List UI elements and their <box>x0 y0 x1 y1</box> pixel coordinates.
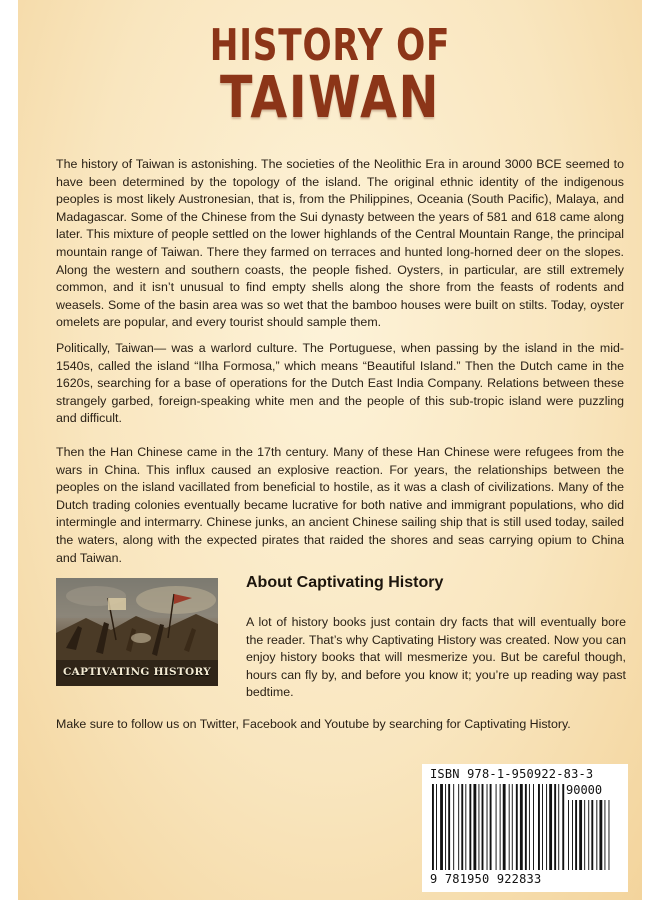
title-history-of: HISTORY OF <box>209 20 451 71</box>
follow-us-text: Make sure to follow us on Twitter, Facebook and Youtube by searching for Captivating History. <box>56 717 571 731</box>
isbn-number: ISBN 978-1-950922-83-3 <box>430 767 594 781</box>
logo-label: CAPTIVATING HISTORY <box>63 666 211 678</box>
captivating-history-logo <box>56 578 218 686</box>
isbn-barcode <box>422 764 628 892</box>
about-heading: About Captivating History <box>246 574 444 591</box>
paragraph-politics: Politically, Taiwan— was a warlord culture. The Portuguese, when passing by the island in the mid-1540s, called the island “Ilha Formosa,” which means “Beautiful Island.” Then the Dutch came in the 1620s, searching for a base of operations for the Dutch East India Company. Relations between these strangely garbed, foreign-speaking white men and the people of this sub-tropic island were puzzling and difficult. <box>56 341 624 426</box>
title-taiwan: TAIWAN <box>219 63 441 131</box>
book-back-cover <box>18 0 642 900</box>
about-paragraph: A lot of history books just contain dry facts that will eventually bore the reader. That’s why Captivating History was created. Now you can enjoy history books that will mesmerize you. But be careful though, hours can fly by, and before you know it; you’re up reading way past bedtime. <box>246 615 626 700</box>
price-code: 90000 <box>566 783 603 797</box>
paragraph-neolithic: The history of Taiwan is astonishing. The societies of the Neolithic Era in around 3000 BCE seemed to have been determined by the topology of the island. The original ethnic identity of the indigenous peoples is most likely Austronesian, that is, from the Philippines, Oceania (South Pacific), Malaya, and Madagascar. Some of the Chinese from the Sui dynasty between the years of 581 and 618 came along later. This mixture of people settled on the lower highlands of the Central Mountain Range, the principal mountain range of Taiwan. There they farmed on terraces and hunted long-horned deer on the slopes. Along the western and southern coasts, the people fished. Oysters, in particular, are still extremely common, and it isn’t unusual to find empty shells along the shore from the feasts of rodents and weasels. Some of the basin area was so wet that the bamboo houses were built on stilts. Today, oyster omelets are popular, and every tourist should sample them. <box>56 157 624 330</box>
paragraph-han-chinese: Then the Han Chinese came in the 17th century. Many of these Han Chinese were refugees from the wars in China. This influx caused an explosive reaction. For years, the relationships between the peoples on the island vacillated from beneficial to hostile, as it was a clash of civilizations. Many of the Dutch trading colonies eventually became lucrative for both native and immigrant populations, who did intermingle and intermarry. Chinese junks, an ancient Chinese sailing ship that is still used today, sailed the waters, along with the expected pirates that raided the shores and seas carrying opium to China and Taiwan. <box>56 445 624 565</box>
ean-digits: 9 781950 922833 <box>430 872 542 886</box>
